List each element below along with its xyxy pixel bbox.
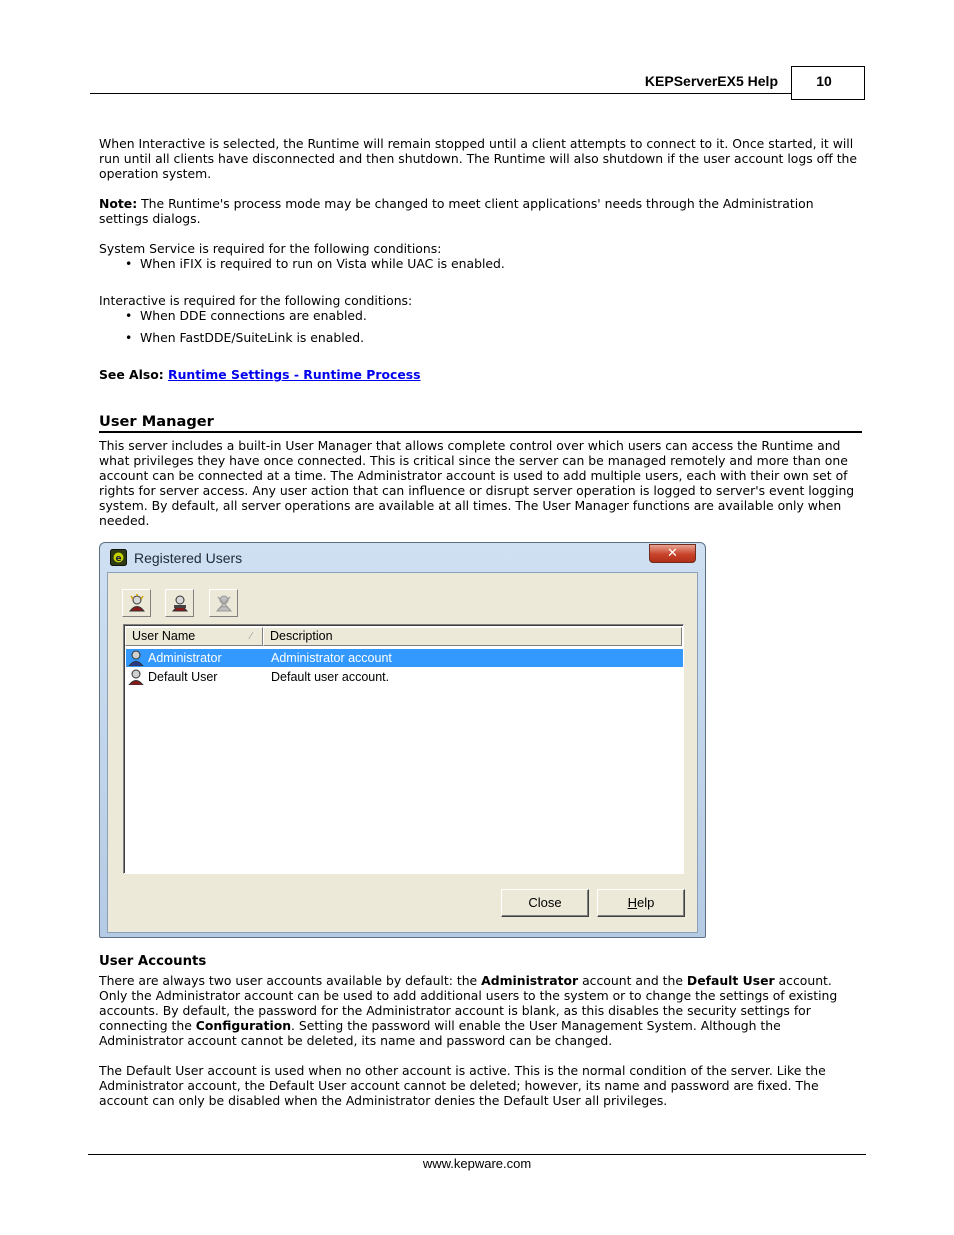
dialog-client-area [107,572,698,933]
user-accounts-paragraph-2: The Default User account is used when no other account is active. This is the normal condition of the server. Like the Administrator account, the Default User account cannot be deleted; however, its name and password are fixed. The account can only be disabled when the Administrator denies the Default User all privileges. [99,1063,826,1108]
bold-administrator: Administrator [481,973,579,988]
user-name-cell: Administrator [148,651,222,665]
note-text: The Runtime's process mode may be changed to meet client applications' needs through the Administration settings dialogs. [99,196,814,226]
section-heading-user-manager: User Manager [99,413,214,430]
list-item: • When FastDDE/SuiteLink is enabled. [125,330,367,345]
user-accounts-paragraph-1 [99,973,864,1048]
table-row[interactable] [126,649,683,667]
help-accelerator: H [627,895,638,910]
interactive-conditions-list [125,308,367,345]
user-icon [128,650,144,666]
document-title: KEPServerEX5 Help [644,73,778,89]
list-item: • When iFIX is required to run on Vista while UAC is enabled. [125,256,505,271]
edit-user-button[interactable] [165,589,194,617]
registered-users-dialog [99,542,706,938]
text-run: account and the [578,973,687,988]
service-conditions-list [125,256,505,271]
svg-text:e: e [115,554,122,564]
column-header-label: Description [270,629,333,643]
column-header-description[interactable] [263,627,682,646]
delete-user-icon [215,594,233,613]
column-header-user-name[interactable] [125,627,263,646]
see-also [99,367,864,382]
footer-rule [88,1154,866,1155]
section-heading-user-accounts: User Accounts [99,954,207,969]
user-icon [128,669,144,685]
user-name-cell: Default User [148,670,218,684]
add-user-button[interactable] [122,589,151,617]
see-also-label: See Also: [99,367,169,382]
delete-user-button[interactable] [209,589,238,617]
bold-configuration: Configuration [195,1018,292,1033]
app-icon [110,549,127,566]
text-run: account. Only the Administrator account can be used to add additional users to the system or to change the settings of existing accounts. By default, the password for the Administrator account is blank, as this disables the security settings for connecting the [99,973,838,1033]
help-button[interactable] [597,889,685,917]
table-row[interactable] [126,668,683,686]
footer-url: www.kepware.com [422,1156,532,1171]
see-also-link[interactable]: Runtime Settings - Runtime Process [168,367,421,382]
note-label: Note: [99,196,138,211]
interactive-paragraph: When Interactive is selected, the Runtime will remain stopped until a client attempts to connect to it. Once started, it will run until all clients have disconnected and then shutdown. The Runtime will also shutdown if the user account logs off the operation system. [99,136,858,181]
user-manager-paragraph: This server includes a built-in User Manager that allows complete control over which users can access the Runtime and what privileges they have once connected. This is critical since the server can be managed remotely and more than one account can be connected at a time. The Administrator account is used to add multiple users, each with their own set of rights for server access. Any user action that can influence or disrupt server operation is logged to server's event logging system. By default, all server operations are available at all times. The User Manager functions are available only when needed. [99,438,855,528]
edit-user-icon [171,594,189,613]
page-number: 10 [791,66,865,100]
close-icon[interactable]: ✕ [649,544,696,563]
add-user-icon [128,594,146,613]
sort-arrow-icon: ∕ [250,631,252,642]
bold-default-user: Default User [686,973,775,988]
list-item: • When DDE connections are enabled. [125,308,367,323]
service-intro: System Service is required for the following conditions: [99,241,442,256]
help-label-rest: elp [637,895,655,910]
user-description-cell: Default user account. [271,670,390,684]
note-paragraph [99,196,864,226]
dialog-title: Registered Users [134,550,243,566]
section-rule [99,431,862,433]
text-run: . Setting the password will enable the User Management System. Although the Administrator account cannot be deleted, its name and password can be changed. [99,1018,781,1048]
column-header-label: User Name [132,629,196,643]
text-run: There are always two user accounts available by default: the [99,973,482,988]
user-description-cell: Administrator account [271,651,392,665]
interactive-intro: Interactive is required for the following conditions: [99,293,413,308]
users-list[interactable] [123,624,684,874]
header-rule [90,93,792,94]
close-button[interactable]: Close [501,889,589,917]
